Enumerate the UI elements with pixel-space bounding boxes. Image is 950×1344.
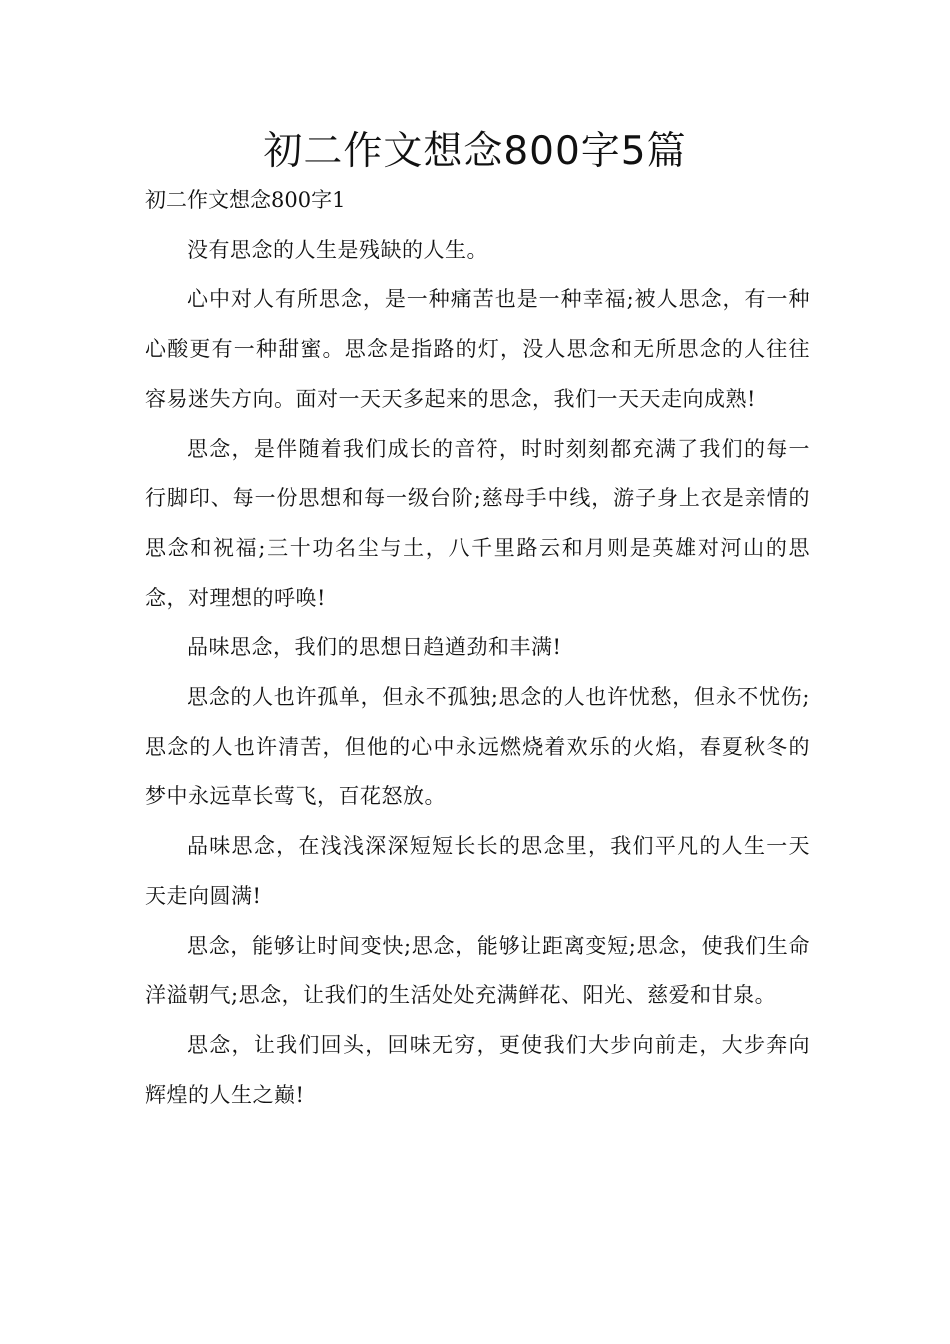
- paragraph-2: 心中对人有所思念，是一种痛苦也是一种幸福;被人思念，有一种心酸更有一种甜蜜。思念是指路的灯，没人思念和无所思念的人往往容易迷失方向。面对一天天多起来的思念，我们一天天走向成熟!: [145, 287, 810, 411]
- section-heading: 初二作文想念800字1: [145, 188, 346, 212]
- paragraph-5: 思念的人也许孤单，但永不孤独;思念的人也许忧愁，但永不忧伤;思念的人也许清苦，但他的心中永远燃烧着欢乐的火焰，春夏秋冬的梦中永远草长莺飞，百花怒放。: [145, 685, 810, 809]
- paragraph-7: 思念，能够让时间变快;思念，能够让距离变短;思念，使我们生命洋溢朝气;思念，让我们的生活处处充满鲜花、阳光、慈爱和甘泉。: [145, 933, 810, 1008]
- paragraph-8: 思念，让我们回头，回味无穷，更使我们大步向前走，大步奔向辉煌的人生之巅!: [145, 1032, 810, 1107]
- paragraph-3: 思念，是伴随着我们成长的音符，时时刻刻都充满了我们的每一行脚印、每一份思想和每一级台阶;慈母手中线，游子身上衣是亲情的思念和祝福;三十功名尘与土，八千里路云和月则是英雄对河山的思念，对理想的呼唤!: [145, 436, 810, 610]
- paragraph-4: 品味思念，我们的思想日趋遒劲和丰满!: [187, 635, 562, 660]
- document-title: 初二作文想念800字5篇: [263, 129, 687, 174]
- paragraph-6: 品味思念，在浅浅深深短短长长的思念里，我们平凡的人生一天天走向圆满!: [145, 834, 810, 908]
- paragraph-1: 没有思念的人生是残缺的人生。: [187, 237, 488, 262]
- document-body: [145, 176, 810, 1120]
